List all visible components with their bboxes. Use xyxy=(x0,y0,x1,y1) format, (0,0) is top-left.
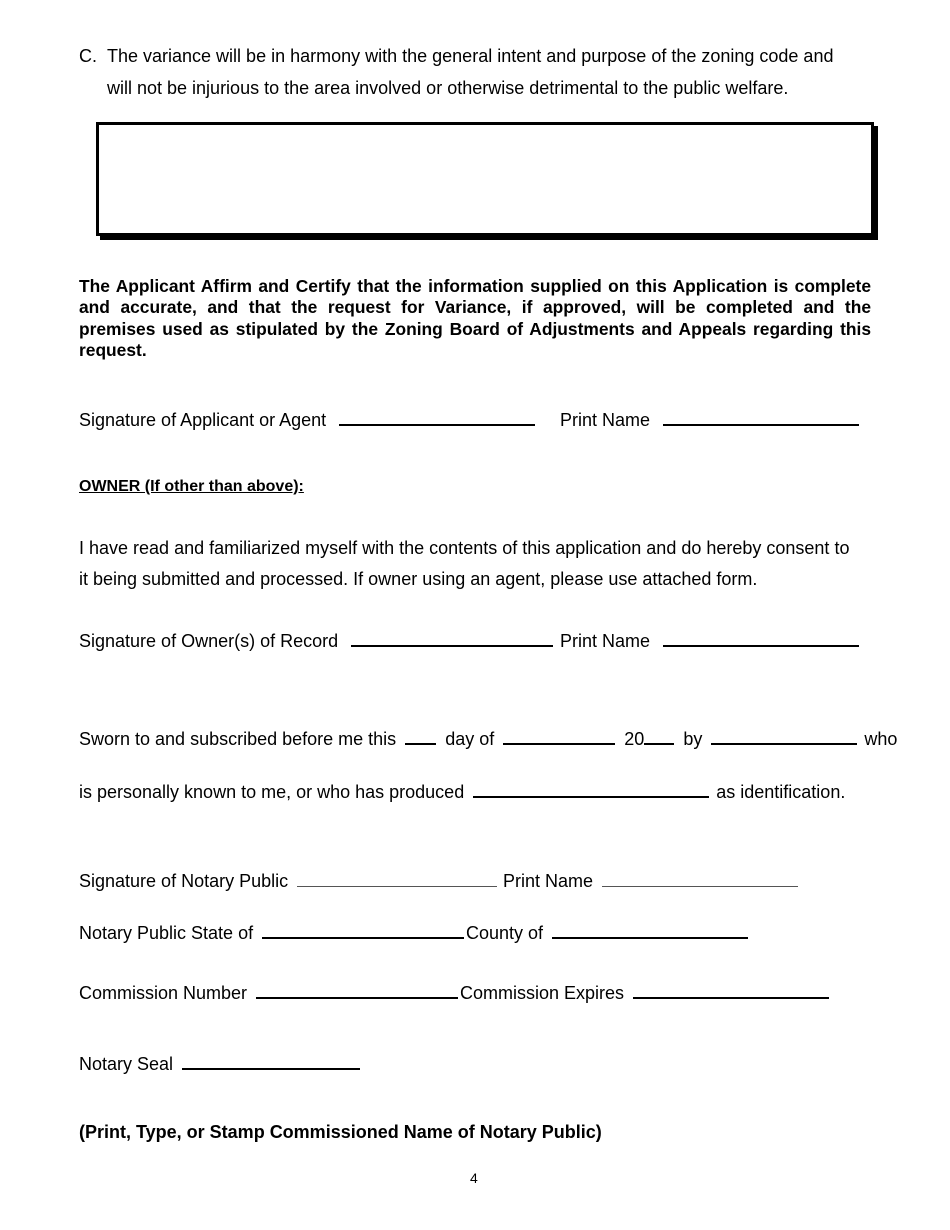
sworn-line1 xyxy=(79,727,897,750)
criterion-c-line1: The variance will be in harmony with the general intent and purpose of the zoning code and xyxy=(107,46,834,66)
sworn-who-label: who xyxy=(864,729,898,749)
owner-heading: OWNER (If other than above): xyxy=(79,478,304,495)
sworn-year-field[interactable] xyxy=(644,727,674,745)
notary-seal-label: Notary Seal xyxy=(79,1054,174,1074)
applicant-print-name-row xyxy=(560,408,859,431)
notary-stamp-instruction: (Print, Type, or Stamp Commissioned Name of Notary Public) xyxy=(79,1122,602,1142)
page-number: 4 xyxy=(470,1170,478,1186)
notary-print-name-label: Print Name xyxy=(503,871,594,891)
commission-number-label: Commission Number xyxy=(79,983,248,1003)
owner-print-name-field[interactable] xyxy=(663,629,859,647)
commission-number-field[interactable] xyxy=(256,981,458,999)
sworn-by-name-field[interactable] xyxy=(711,727,857,745)
owner-consent-line2: it being submitted and processed. If owner using an agent, please use attached form. xyxy=(79,569,758,589)
applicant-signature-row xyxy=(79,408,535,431)
sworn-by-label: by xyxy=(683,729,703,749)
commission-expires-field[interactable] xyxy=(633,981,829,999)
notary-seal-field[interactable] xyxy=(182,1052,360,1070)
commission-expires-row xyxy=(460,981,829,1004)
criterion-c-response-box[interactable] xyxy=(96,122,874,236)
notary-print-name-field[interactable] xyxy=(602,870,798,887)
owner-consent-line1: I have read and familiarized myself with the contents of this application and do hereby consent to xyxy=(79,538,850,558)
sworn-identification-field[interactable] xyxy=(473,780,709,798)
notary-seal-row xyxy=(79,1052,360,1075)
commission-number-row xyxy=(79,981,458,1004)
criterion-c-marker: C. xyxy=(79,46,97,66)
notary-print-name-row xyxy=(503,870,798,892)
sworn-prefix: Sworn to and subscribed before me this xyxy=(79,729,397,749)
sworn-month-field[interactable] xyxy=(503,727,615,745)
notary-state-field[interactable] xyxy=(262,921,464,939)
criterion-c-line2: will not be injurious to the area involved or otherwise detrimental to the public welfare. xyxy=(107,78,789,98)
owner-print-name-row xyxy=(560,629,859,652)
sworn-day-field[interactable] xyxy=(405,727,436,745)
notary-state-row xyxy=(79,921,464,944)
applicant-signature-field[interactable] xyxy=(339,408,535,426)
sworn-day-of-label: day of xyxy=(445,729,495,749)
applicant-print-name-field[interactable] xyxy=(663,408,859,426)
applicant-print-name-label: Print Name xyxy=(560,410,651,430)
sworn-identification-suffix: as identification. xyxy=(716,782,846,802)
owner-print-name-label: Print Name xyxy=(560,631,651,651)
notary-state-label: Notary Public State of xyxy=(79,923,254,943)
sworn-line2 xyxy=(79,780,845,803)
notary-county-field[interactable] xyxy=(552,921,748,939)
applicant-certification: The Applicant Affirm and Certify that the information supplied on this Application is complete and accurate, and that the request for Variance, if approved, will be completed and the premises used as stipulated by the Zoning Board of Adjustments and Appeals regarding this request. xyxy=(79,276,871,360)
notary-signature-label: Signature of Notary Public xyxy=(79,871,289,891)
sworn-identification-prefix: is personally known to me, or who has produced xyxy=(79,782,465,802)
applicant-signature-label: Signature of Applicant or Agent xyxy=(79,410,327,430)
owner-signature-field[interactable] xyxy=(351,629,553,647)
notary-county-label: County of xyxy=(466,923,544,943)
notary-signature-row xyxy=(79,870,497,892)
owner-signature-label: Signature of Owner(s) of Record xyxy=(79,631,339,651)
commission-expires-label: Commission Expires xyxy=(460,983,625,1003)
notary-county-row xyxy=(466,921,748,944)
sworn-year-prefix: 20 xyxy=(624,729,645,749)
notary-signature-field[interactable] xyxy=(297,870,497,887)
owner-signature-row xyxy=(79,629,553,652)
